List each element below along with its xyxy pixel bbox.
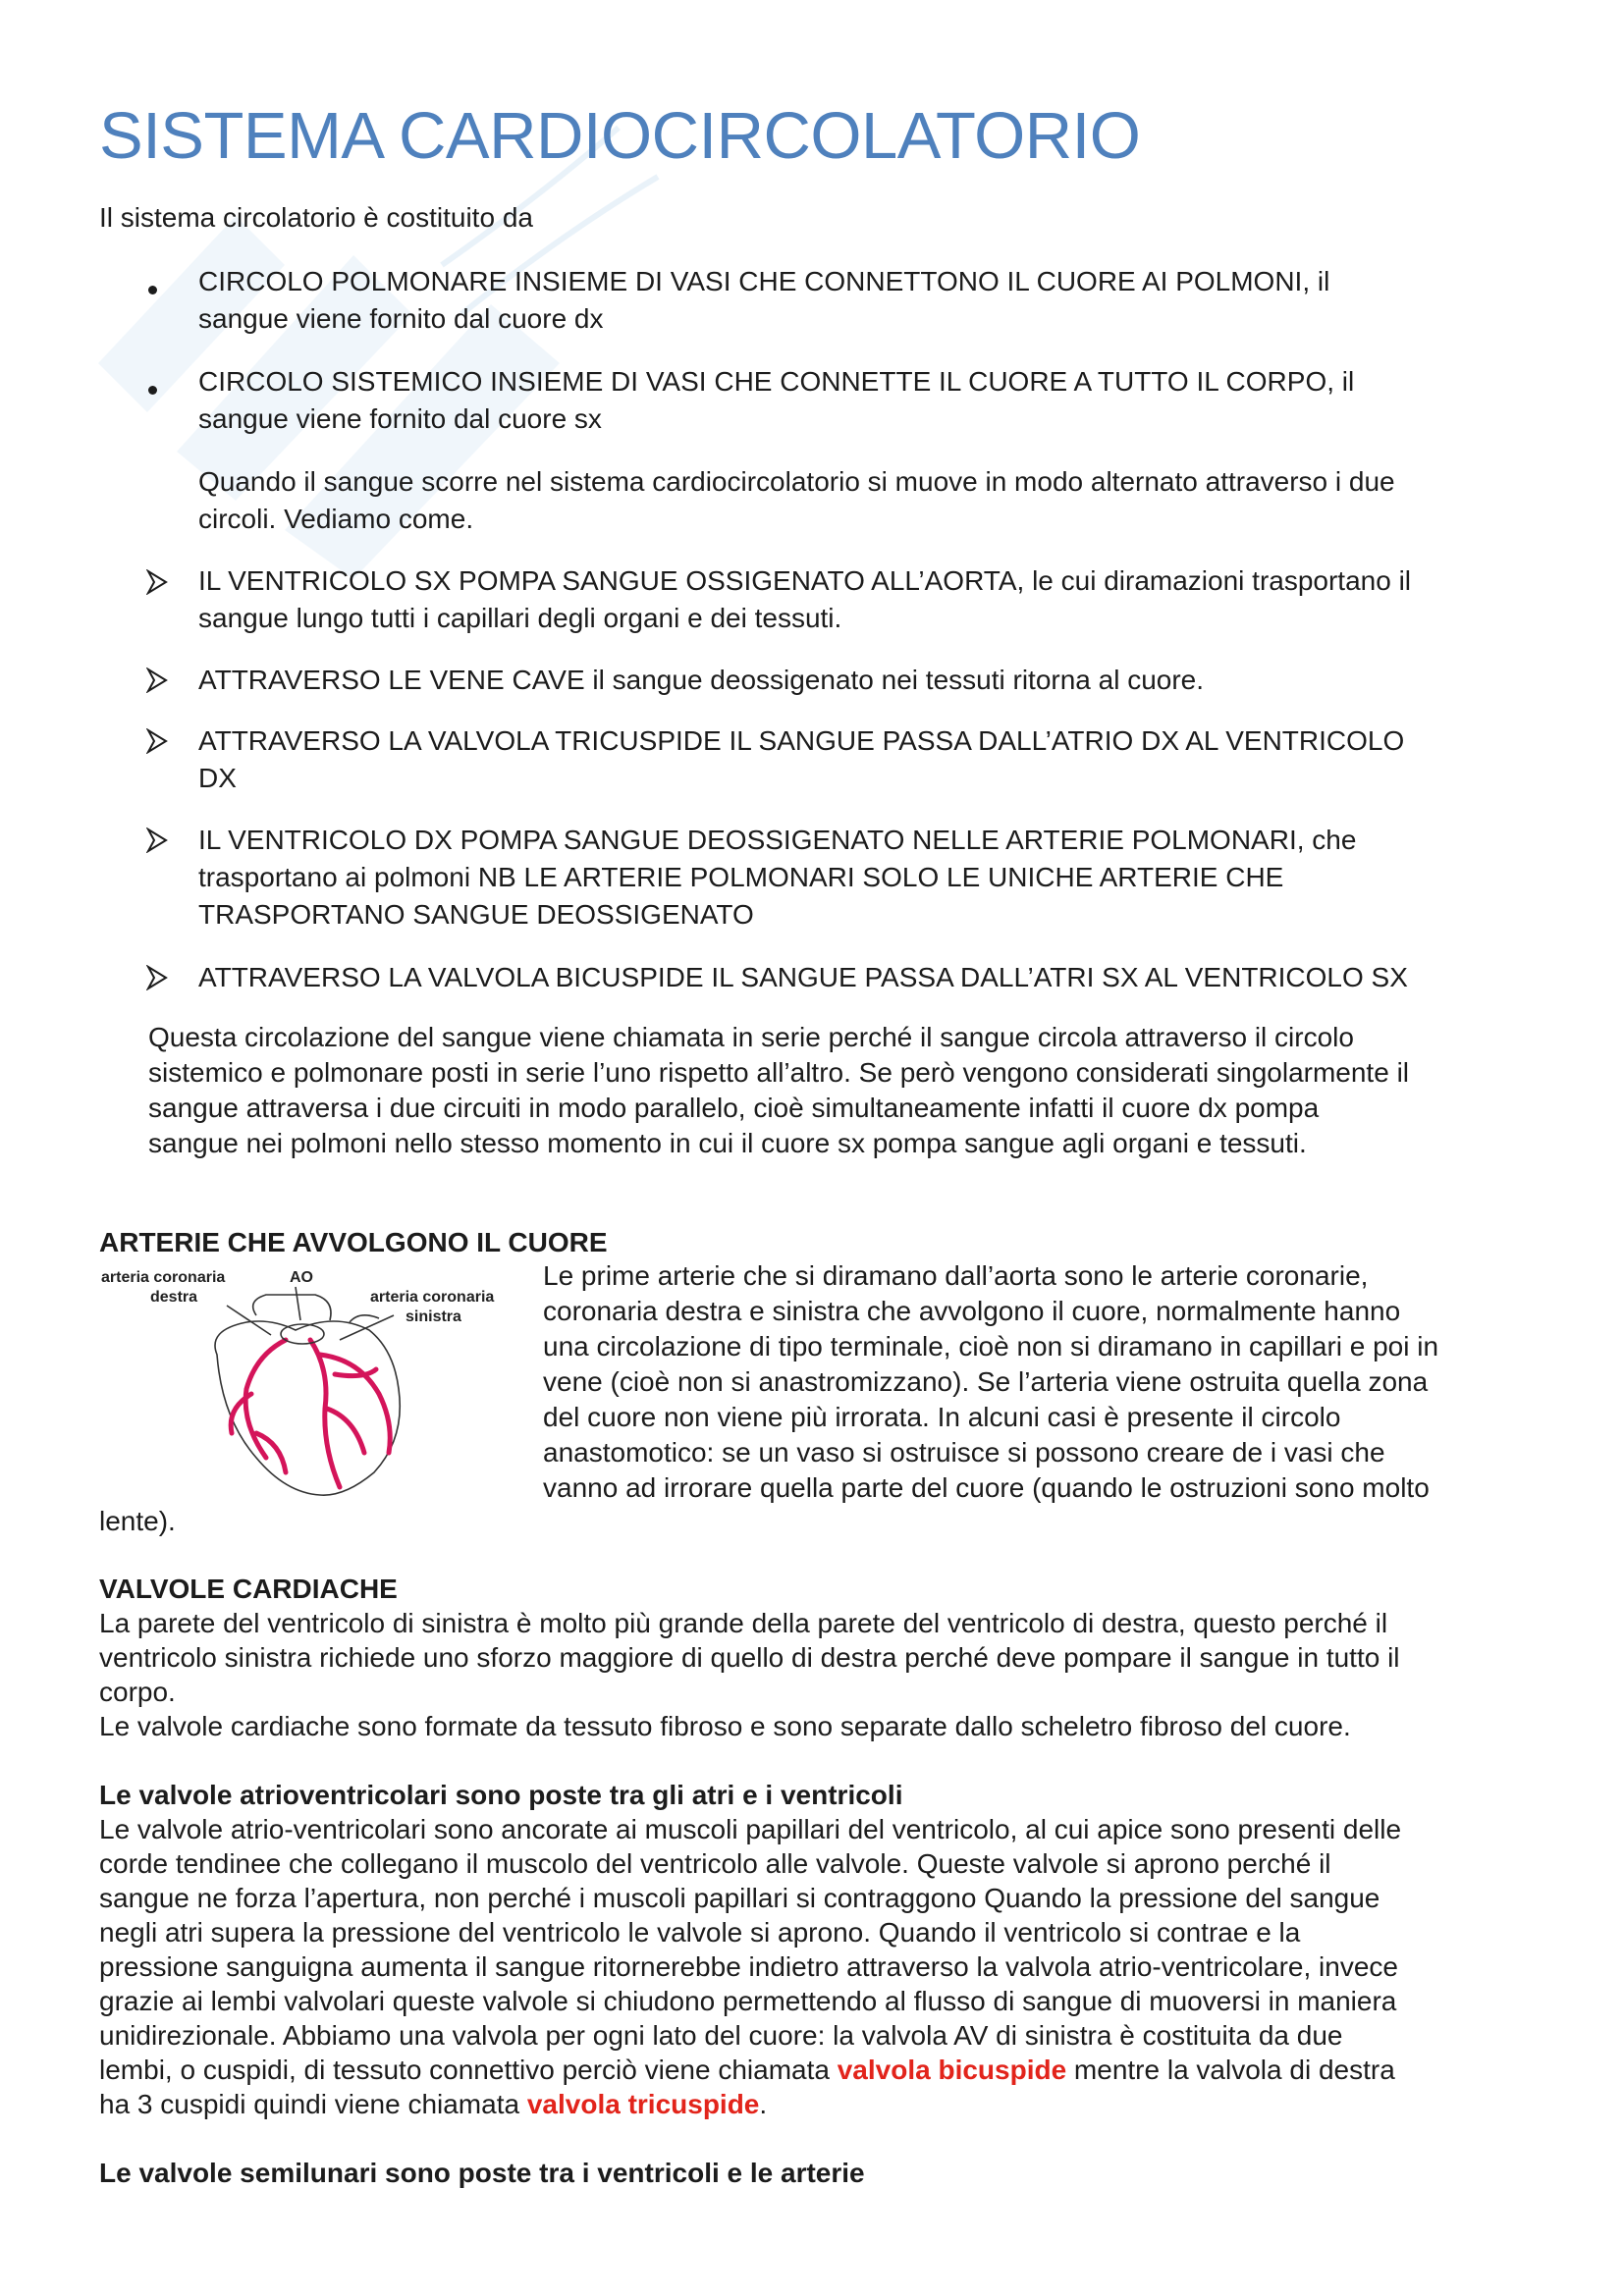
step-4-line3: TRASPORTANO SANGUE DEOSSIGENATO bbox=[198, 899, 754, 930]
term-tricuspid-valve: valvola tricuspide bbox=[526, 2089, 760, 2119]
coronary-line4: vene (cioè non si anastromizzano). Se l’arteria viene ostruita quella zona bbox=[543, 1366, 1429, 1397]
flow-intro-line1: Quando il sangue scorre nel sistema cardiocircolatorio si muove in modo alternato attraverso i due bbox=[198, 466, 1395, 497]
step-5-line1: ATTRAVERSO LA VALVOLA BICUSPIDE IL SANGUE PASSA DALL’ATRI SX AL VENTRICOLO SX bbox=[198, 962, 1408, 992]
av-line8: lembi, o cuspidi, di tessuto connettivo perciò viene chiamata valvola bicuspide mentre la valvola di destra bbox=[99, 2055, 1395, 2085]
arrow-bullet-icon bbox=[146, 965, 168, 990]
arrow-bullet-icon bbox=[146, 728, 168, 754]
series-paragraph-line2: sistemico e polmonare posti in serie l’uno rispetto all’altro. Se però vengono considerati singolarmente il bbox=[148, 1057, 1410, 1088]
series-paragraph-line1: Questa circolazione del sangue viene chiamata in serie perché il sangue circola attraverso il circolo bbox=[148, 1022, 1354, 1052]
semilunar-heading: Le valvole semilunari sono poste tra i ventricoli e le arterie bbox=[99, 2158, 865, 2188]
av-line7: unidirezionale. Abbiamo una valvola per ogni lato del cuore: la valvola AV di sinistra è costituita da due bbox=[99, 2020, 1343, 2051]
series-paragraph-line3: sangue attraversa i due circuiti in modo parallelo, cioè simultaneamente infatti il cuore dx pompa bbox=[148, 1093, 1320, 1123]
av-line4: negli atri supera la pressione del ventricolo le valvole si aprono. Quando il ventricolo si contrae e la bbox=[99, 1917, 1301, 1948]
coronary-line6: anastomotico: se un vaso si ostruisce si possono creare de i vasi che bbox=[543, 1437, 1385, 1468]
flow-intro-line2: circoli. Vediamo come. bbox=[198, 504, 474, 534]
av-line2: corde tendinee che collegano il muscolo del ventricolo alle valvole. Queste valvole si aprono perché il bbox=[99, 1848, 1331, 1879]
arrow-bullet-icon bbox=[146, 569, 168, 595]
av-line9: ha 3 cuspidi quindi viene chiamata valvola tricuspide. bbox=[99, 2089, 768, 2119]
heart-coronary-diagram bbox=[99, 1261, 531, 1507]
step-1-line1: IL VENTRICOLO SX POMPA SANGUE OSSIGENATO ALL’AORTA, le cui diramazioni trasportano il bbox=[198, 565, 1412, 596]
av-line6: grazie ai lembi valvolari queste valvole si chiudono permettendo al flusso di sangue di muoversi in maniera bbox=[99, 1986, 1397, 2016]
av-heading: Le valvole atrioventricolari sono poste tra gli atri e i ventricoli bbox=[99, 1780, 903, 1810]
label-right-coronary-2: destra bbox=[150, 1289, 198, 1306]
list-item-circuit-1-line2: sangue viene fornito dal cuore dx bbox=[198, 303, 604, 334]
series-paragraph-line4: sangue nei polmoni nello stesso momento in cui il cuore sx pompa sangue agli organi e tessuti. bbox=[148, 1128, 1307, 1158]
page-title: SISTEMA CARDIOCIRCOLATORIO bbox=[99, 99, 1141, 173]
step-3-line1: ATTRAVERSO LA VALVOLA TRICUSPIDE IL SANGUE PASSA DALL’ATRIO DX AL VENTRICOLO bbox=[198, 725, 1405, 756]
valves-line2: ventricolo sinistra richiede uno sforzo maggiore di quello di destra perché deve pompare il sangue in tutto il bbox=[99, 1642, 1400, 1673]
av-line3: sangue ne forza l’apertura, non perché i muscoli papillari si contraggono Quando la pressione del sangue bbox=[99, 1883, 1380, 1913]
list-item-circuit-2-line1: CIRCOLO SISTEMICO INSIEME DI VASI CHE CONNETTE IL CUORE A TUTTO IL CORPO, il bbox=[198, 366, 1355, 397]
step-4-line2: trasportano ai polmoni NB LE ARTERIE POLMONARI SOLO LE UNICHE ARTERIE CHE bbox=[198, 862, 1284, 892]
label-aorta: AO bbox=[290, 1269, 313, 1286]
step-4-line1: IL VENTRICOLO DX POMPA SANGUE DEOSSIGENATO NELLE ARTERIE POLMONARI, che bbox=[198, 825, 1357, 855]
bullet-dot-icon bbox=[148, 367, 157, 403]
coronary-line3: una circolazione di tipo terminale, cioè non si diramano in capillari e poi in bbox=[543, 1331, 1439, 1362]
bullet-dot-icon bbox=[148, 267, 157, 303]
arrow-bullet-icon bbox=[146, 828, 168, 853]
valves-line4: Le valvole cardiache sono formate da tessuto fibroso e sono separate dallo scheletro fibroso del cuore. bbox=[99, 1711, 1351, 1741]
intro-text: Il sistema circolatorio è costituito da bbox=[99, 202, 533, 233]
valves-line3: corpo. bbox=[99, 1677, 176, 1707]
step-1-line2: sangue lungo tutti i capillari degli organi e dei tessuti. bbox=[198, 603, 842, 633]
term-bicuspid-valve: valvola bicuspide bbox=[837, 2055, 1067, 2085]
coronary-line2: coronaria destra e sinistra che avvolgono il cuore, normalmente hanno bbox=[543, 1296, 1401, 1326]
list-item-circuit-2-line2: sangue viene fornito dal cuore sx bbox=[198, 403, 602, 434]
label-right-coronary: arteria coronaria bbox=[101, 1269, 226, 1286]
coronary-tail: lente). bbox=[99, 1506, 176, 1536]
coronary-line5: del cuore non viene più irrorata. In alcuni casi è presente il circolo bbox=[543, 1402, 1341, 1432]
coronary-line1: Le prime arterie che si diramano dall’aorta sono le arterie coronarie, bbox=[543, 1260, 1369, 1291]
arrow-bullet-icon bbox=[146, 667, 168, 693]
coronary-heading: ARTERIE CHE AVVOLGONO IL CUORE bbox=[99, 1227, 608, 1257]
label-left-coronary-2: sinistra bbox=[406, 1308, 461, 1325]
step-3-line2: DX bbox=[198, 763, 237, 793]
list-item-circuit-1-line1: CIRCOLO POLMONARE INSIEME DI VASI CHE CONNETTONO IL CUORE AI POLMONI, il bbox=[198, 266, 1330, 296]
valves-line1: La parete del ventricolo di sinistra è molto più grande della parete del ventricolo di destra, questo perché il bbox=[99, 1608, 1388, 1638]
coronary-line7: vanno ad irrorare quella parte del cuore (quando le ostruzioni sono molto bbox=[543, 1472, 1430, 1503]
av-line5: pressione sanguigna aumenta il sangue ritornerebbe indietro attraverso la valvola atrio-ventricolare, invece bbox=[99, 1951, 1398, 1982]
step-2-line1: ATTRAVERSO LE VENE CAVE il sangue deossigenato nei tessuti ritorna al cuore. bbox=[198, 665, 1205, 695]
label-left-coronary: arteria coronaria bbox=[370, 1289, 495, 1306]
av-line1: Le valvole atrio-ventricolari sono ancorate ai muscoli papillari del ventricolo, al cui apice sono presenti delle bbox=[99, 1814, 1402, 1844]
valves-heading: VALVOLE CARDIACHE bbox=[99, 1574, 398, 1604]
